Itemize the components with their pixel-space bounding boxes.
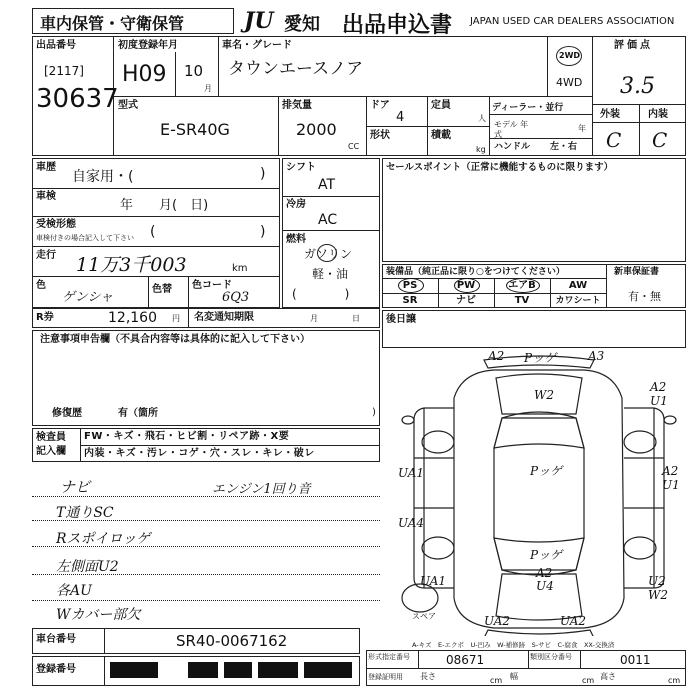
in-item: 汚レ <box>146 448 168 459</box>
interior-grade: C <box>652 128 668 152</box>
aircon-label: 冷房 <box>286 199 306 210</box>
redacted-block <box>304 662 352 678</box>
divider <box>148 276 149 308</box>
in-item: 破レ <box>293 448 315 459</box>
fw-item: キズ <box>113 431 135 442</box>
diagram-label: A2 <box>650 380 667 394</box>
color-code-label: 色コード <box>192 280 232 291</box>
diagram-label: W2 <box>648 588 668 602</box>
reg-number-label: 登録番号 <box>36 664 76 675</box>
note-line-5: 左側面U2 <box>56 559 119 575</box>
form-title: 出品申込書 <box>342 13 453 38</box>
chassis-label: 車台番号 <box>36 634 76 645</box>
model-year-label: モデル 年式 <box>494 120 529 139</box>
fw-row: FW・キズ・飛石・ヒビ割・リペア跡・X要 <box>84 431 290 442</box>
equip-airbag-circle <box>506 278 540 293</box>
displacement-label: 排気量 <box>282 100 312 111</box>
repair-close: ) <box>372 407 376 418</box>
shift-value: AT <box>318 177 336 193</box>
fw-item: X要 <box>270 431 290 442</box>
length-unit: cm <box>490 676 503 685</box>
diagram-label: U2 <box>648 574 666 588</box>
height-unit: cm <box>668 676 681 685</box>
divider <box>489 96 490 156</box>
recycle-unit: 円 <box>172 314 180 323</box>
divider <box>528 650 529 668</box>
recycle-label: R券 <box>36 312 54 323</box>
length-label: 長さ <box>420 672 436 681</box>
note-line-2: エンジン1回り音 <box>212 482 311 497</box>
diagram-legend: A-キズ E-エクボ U-凹み W-補修跡 S-サビ C-腐食 XX-交換済 <box>412 641 615 649</box>
diagram-label: スペア <box>412 612 436 621</box>
in-item: 内装 <box>84 448 105 459</box>
mileage-value: 11万3千003 <box>76 254 187 276</box>
divider <box>592 122 686 123</box>
divider <box>188 276 189 308</box>
equip-airbag: エアB <box>508 280 536 291</box>
divider <box>113 96 592 97</box>
chassis-value: SR40-0067162 <box>176 632 288 650</box>
diagram-label: U1 <box>662 478 680 492</box>
rear-seat-block <box>382 310 686 348</box>
divider <box>104 628 105 654</box>
inspection-value: 年 月( 日) <box>120 198 209 213</box>
displacement-unit: CC <box>348 142 360 151</box>
equip-aw: AW <box>568 280 588 291</box>
divider <box>639 104 640 156</box>
aircon-value: AC <box>318 212 338 228</box>
rear-seat-label: 後日譲 <box>386 314 416 325</box>
sales-point-label: セールスポイント（正常に機能するものに限ります） <box>386 162 614 173</box>
diagram-label: A2 <box>536 566 553 580</box>
equip-tv: TV <box>514 295 530 306</box>
name-change-day: 日 <box>352 314 360 323</box>
diagram-label: A2 <box>488 349 505 363</box>
divider <box>80 445 380 446</box>
capacity-unit: 人 <box>478 114 486 123</box>
ju-logo: JU <box>244 8 274 34</box>
diagram-label: UA1 <box>398 466 425 480</box>
width-label: 幅 <box>510 672 518 681</box>
divider <box>366 668 686 669</box>
load-label: 積載 <box>431 130 451 141</box>
equip-ps-circle <box>398 278 424 293</box>
capacity-label: 定員 <box>431 100 451 111</box>
mileage-unit: km <box>232 263 248 274</box>
note-line-1: ナビ <box>60 478 91 496</box>
vehicle-label: 車名・グレード <box>222 40 292 51</box>
color-change-label: 色替 <box>152 284 172 295</box>
registration-label: 初度登録年月 <box>118 40 178 51</box>
width-unit: cm <box>582 676 595 685</box>
shift-label: シフト <box>286 162 316 173</box>
divider <box>580 650 581 668</box>
inspector-label-1: 検査員 <box>36 432 66 443</box>
handle-label: ハンドル <box>494 142 531 152</box>
exterior-grade: C <box>606 128 622 152</box>
note-line-6: 各AU <box>56 583 92 599</box>
diagram-label: Pッゲ <box>524 351 557 365</box>
divider <box>218 36 219 96</box>
divider <box>32 246 280 247</box>
color-code-value: 6Q3 <box>222 290 250 305</box>
class-label: 類別区分番号 <box>530 653 572 661</box>
notes-label: 注意事項申告欄（不具合内容等は具体的に記入して下さい） <box>40 334 310 345</box>
four-wd-label: 4WD <box>556 76 583 89</box>
diagram-label: U1 <box>650 394 668 408</box>
diagram-label: A3 <box>588 349 605 363</box>
diagram-label: A2 <box>662 464 679 478</box>
divider <box>188 308 189 328</box>
registration-month-unit: 月 <box>204 84 212 93</box>
equip-navi: ナビ <box>456 295 476 306</box>
diagram-label: UA2 <box>560 614 587 628</box>
divider <box>366 126 489 127</box>
fuel-options-2: 軽・油 <box>312 267 349 281</box>
shape-label: 形状 <box>370 130 390 141</box>
divider <box>418 650 419 668</box>
type-label: 形式指定番号 <box>368 653 410 661</box>
divider <box>32 188 280 189</box>
name-change-label: 名変通知期限 <box>194 312 254 323</box>
cert-label: 登録証明用 <box>368 673 403 681</box>
vehicle-name: タウンエースノア <box>228 59 364 79</box>
history-label: 車歴 <box>36 162 56 173</box>
inspector-label-2: 記入欄 <box>36 446 66 457</box>
diagram-label: UA4 <box>398 516 425 530</box>
in-item: キレ <box>262 448 284 459</box>
name-change-month: 月 <box>310 314 318 323</box>
lot-code: [2117] <box>44 64 84 78</box>
note-line-3: T通りSC <box>56 505 114 521</box>
diagram-label: UA1 <box>420 574 447 588</box>
rating-label: 評価点 <box>614 40 653 51</box>
divider <box>547 36 548 96</box>
fuel-label: 燃料 <box>286 234 306 245</box>
load-unit: kg <box>476 145 486 154</box>
exterior-label: 外装 <box>600 109 620 120</box>
warranty-label: 新車保証書 <box>614 267 660 277</box>
fw-item: ヒビ割 <box>176 431 208 442</box>
dealer-label: ディーラー・並行 <box>492 103 564 113</box>
repair-value: 有（箇所 <box>118 408 158 419</box>
title-box-label: 車内保管・守衛保管 <box>40 14 185 33</box>
type-value: 08671 <box>446 653 485 667</box>
in-item: キズ <box>115 448 137 459</box>
divider <box>489 114 592 115</box>
aichi-label: 愛知 <box>284 14 320 35</box>
diagram-label: Pッゲ <box>530 548 563 562</box>
diagram-label: Pッゲ <box>530 464 563 478</box>
model-year-unit: 年 <box>578 124 586 133</box>
diagram-label: U4 <box>536 579 554 593</box>
lot-number: 30637 <box>36 84 119 114</box>
interior-label: 内装 <box>648 109 668 120</box>
divider <box>282 196 380 197</box>
fuel-options-1: ガソリン <box>304 247 353 261</box>
acceptance-note: 車検付きの場合記入して下さい <box>36 234 134 242</box>
equip-leather: カワシート <box>555 296 601 306</box>
inspection-label: 車検 <box>36 191 56 202</box>
color-label: 色 <box>36 280 46 291</box>
note-line-4: Rスポイロッゲ <box>56 531 151 547</box>
displacement-value: 2000 <box>296 120 337 139</box>
divider <box>282 230 380 231</box>
divider <box>32 216 280 217</box>
color-value: ゲンシャ <box>62 290 114 305</box>
divider <box>606 264 607 308</box>
equip-pw: PW <box>456 280 476 291</box>
acceptance-open: ( <box>150 224 156 240</box>
mileage-label: 走行 <box>36 250 56 261</box>
redacted-block <box>110 662 158 678</box>
divider <box>104 656 105 686</box>
doors-label: ドア <box>370 100 390 111</box>
in-item: スレ <box>230 448 252 459</box>
warranty-value: 有・無 <box>628 290 661 303</box>
fw-item: FW <box>84 431 103 442</box>
association-name: JAPAN USED CAR DEALERS ASSOCIATION <box>470 16 675 27</box>
diagram-label: W2 <box>534 388 554 402</box>
redacted-block <box>258 662 298 678</box>
lot-label: 出品番号 <box>36 40 76 51</box>
repair-label: 修復歴 <box>52 408 82 419</box>
two-wd-label: 2WD <box>559 51 581 60</box>
divider <box>592 36 593 156</box>
recycle-value: 12,160 <box>108 310 157 326</box>
fuel-paren: ( ) <box>292 287 350 301</box>
divider <box>175 52 176 96</box>
note-line-7: Wカバー部欠 <box>56 607 141 623</box>
model-label: 型式 <box>118 100 138 111</box>
rating-score: 3.5 <box>620 74 655 99</box>
redacted-block <box>188 662 218 678</box>
class-value: 0011 <box>620 653 651 667</box>
model-value: E-SR40G <box>160 120 230 139</box>
equip-pw-circle <box>454 278 480 293</box>
acceptance-label: 受検形態 <box>36 219 76 230</box>
redacted-block <box>224 662 252 678</box>
height-label: 高さ <box>600 672 616 681</box>
in-item: 穴 <box>209 448 221 459</box>
registration-month: 10 <box>184 62 204 80</box>
diagram-label: UA2 <box>484 614 511 628</box>
doors-value: 4 <box>396 110 405 125</box>
divider <box>278 96 279 156</box>
in-row: 内装・キズ・汚レ・コゲ・穴・スレ・キレ・破レ <box>84 448 315 459</box>
registration-year: H09 <box>122 62 167 87</box>
equipment-label: 装備品（純正品に限り○をつけてください） <box>386 267 565 277</box>
writing-line <box>32 600 380 601</box>
fw-item: 飛石 <box>144 431 166 442</box>
acceptance-close: ) <box>260 224 266 240</box>
handle-options: 左・右 <box>550 142 578 152</box>
equip-ps: PS <box>402 280 418 291</box>
history-value: 自家用・( <box>72 169 134 185</box>
in-item: コゲ <box>178 448 200 459</box>
history-close: ) <box>260 166 266 182</box>
fw-item: リペア跡 <box>218 431 260 442</box>
equip-sr: SR <box>402 295 418 306</box>
